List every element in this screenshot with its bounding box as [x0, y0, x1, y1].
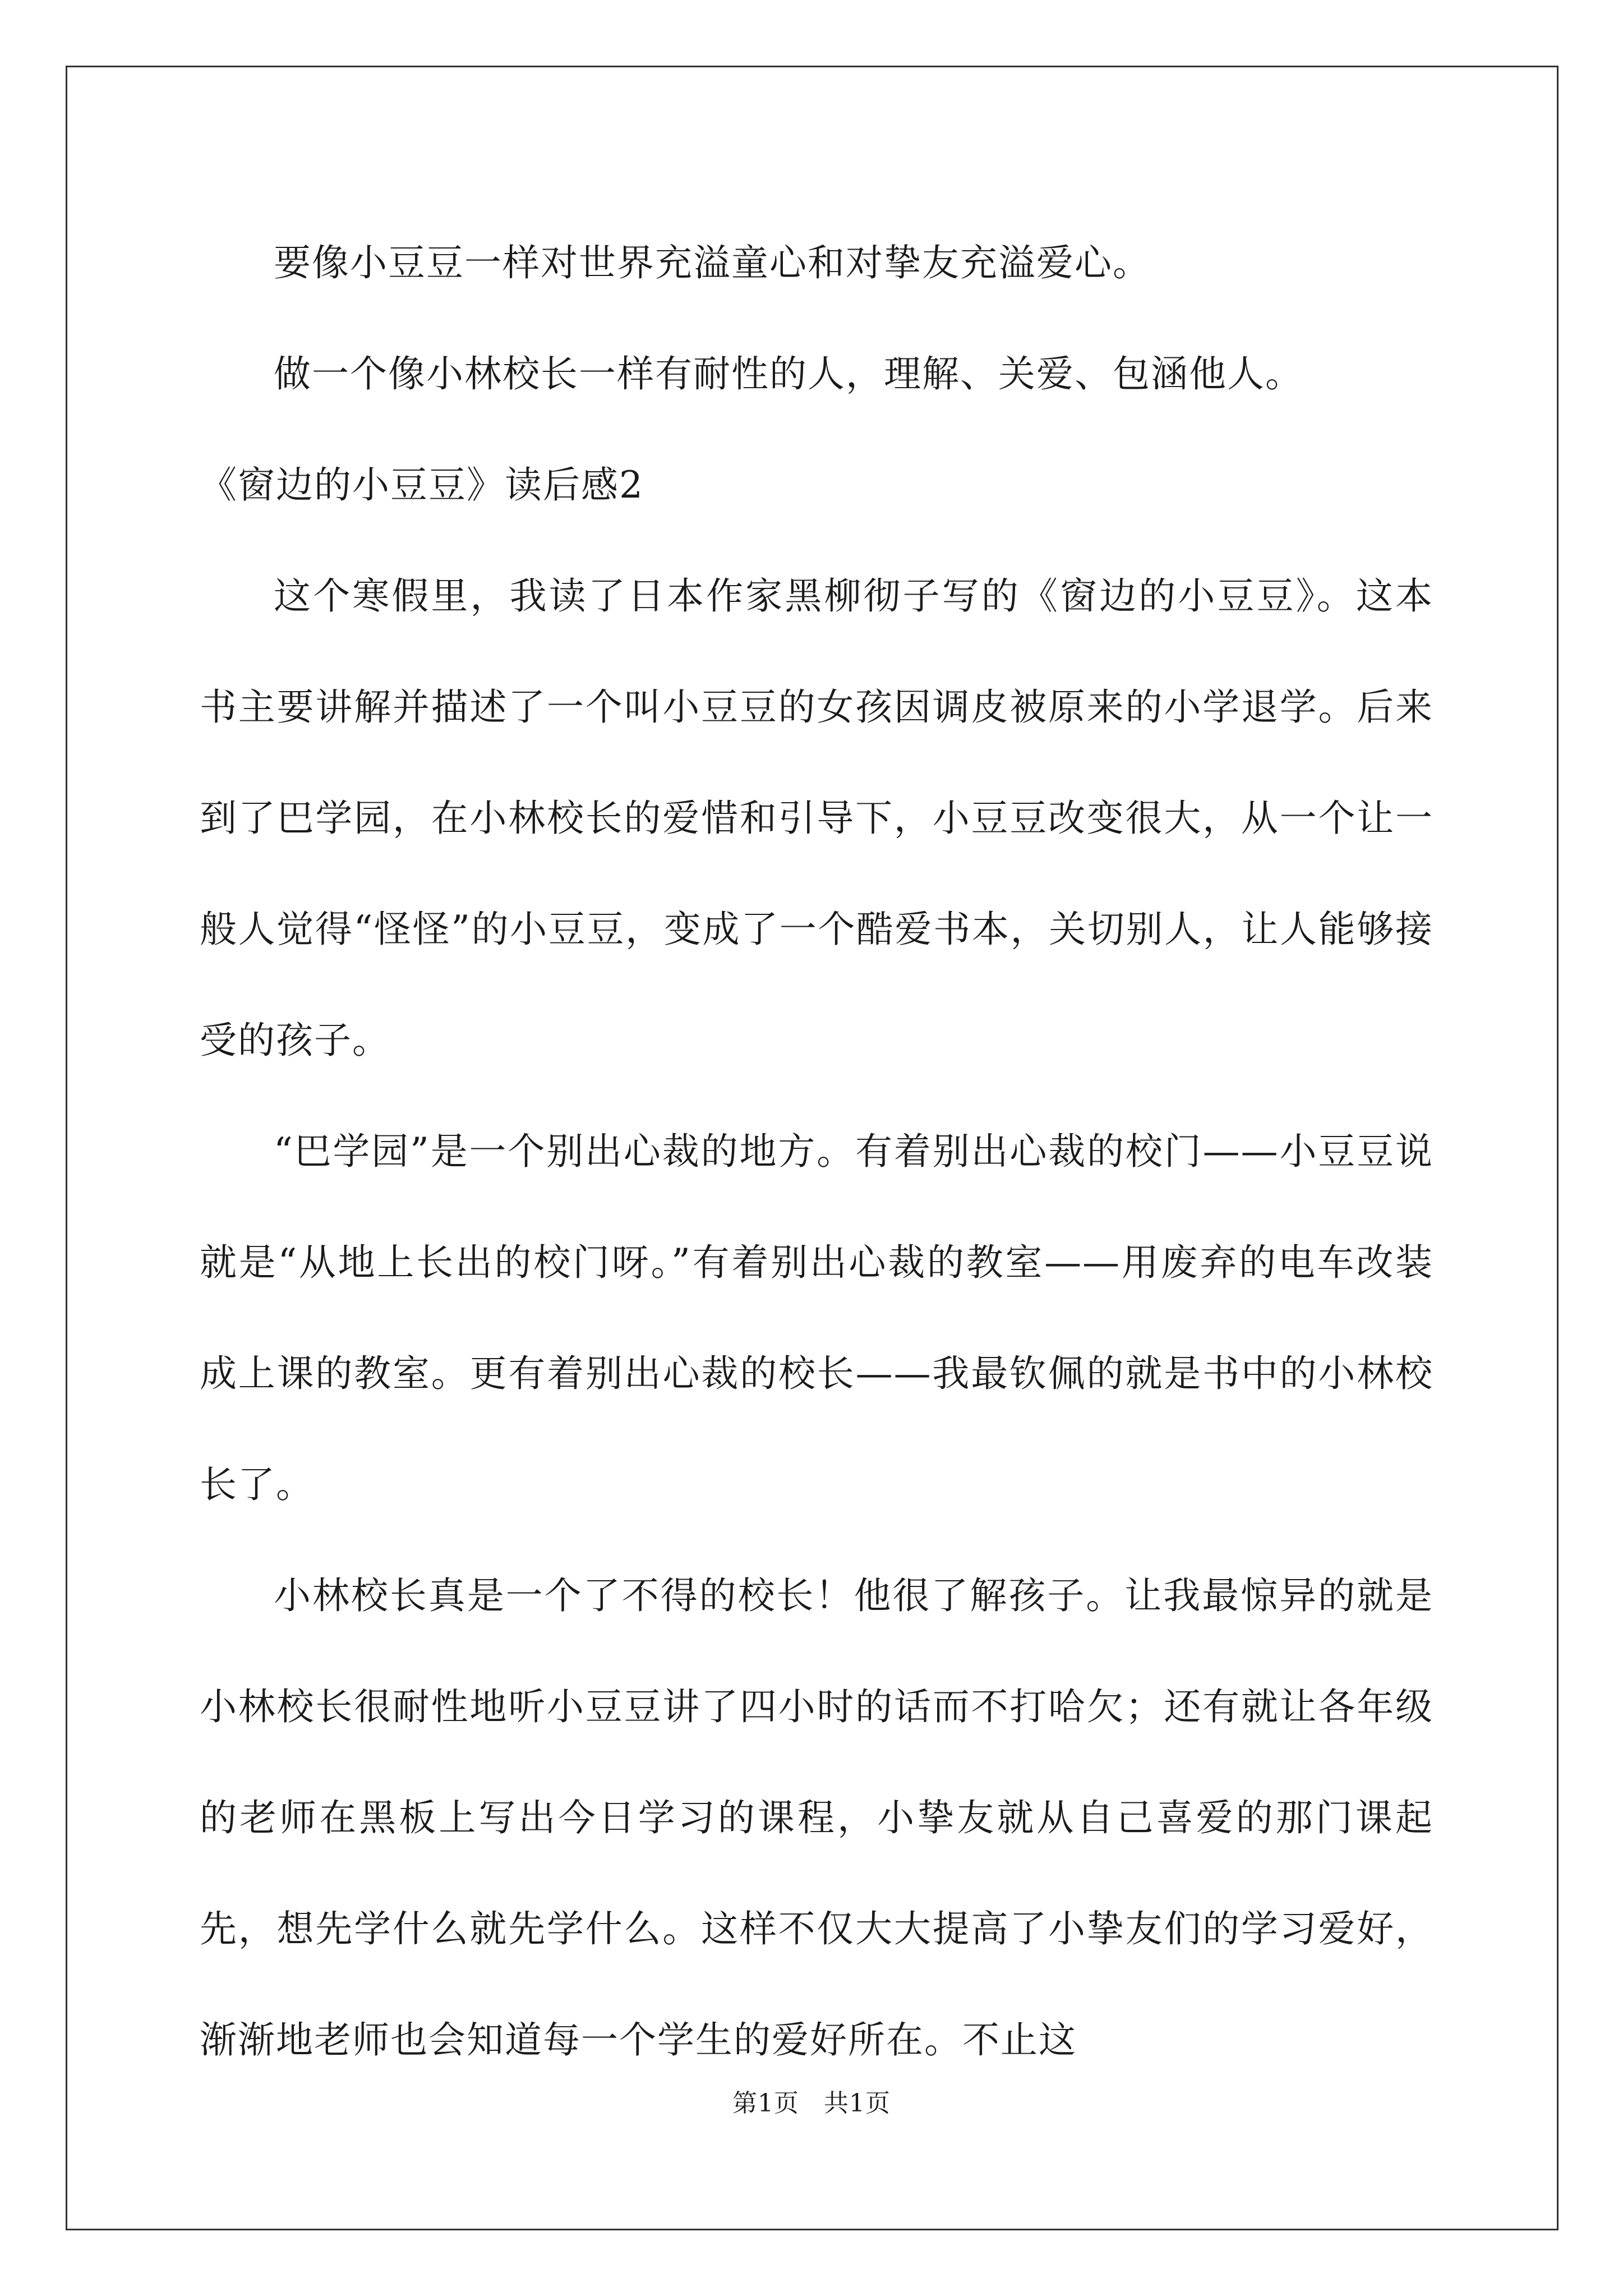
page-total: 共1页 [824, 2089, 891, 2118]
section-heading: 《窗边的小豆豆》读后感2 [200, 463, 644, 507]
page-footer [0, 2087, 1623, 2120]
paragraph: 要像小豆豆一样对世界充溢童心和对挚友充溢爱心。 [274, 241, 1151, 284]
page-number: 第1页 [732, 2089, 799, 2118]
paragraph: 这个寒假里，我读了日本作家黑柳彻子写的《窗边的小豆豆》。这本书主要讲解并描述了一个叫小豆豆的女孩因调皮被原来的小学退学。后来到了巴学园，在小林校长的爱惜和引导下，小豆豆改变很大，从一个让一般人觉得“怪怪”的小豆豆，变成了一个酷爱书本，关切别人，让人能够接受的孩子。 [200, 574, 1433, 1062]
paragraph: 小林校长真是一个了不得的校长！他很了解孩子。让我最惊异的就是小林校长很耐性地听小豆豆讲了四小时的话而不打哈欠；还有就让各年级的老师在黑板上写出今日学习的课程，小挚友就从自己喜爱的那门课起先，想先学什么就先学什么。这样不仅大大提高了小挚友们的学习爱好，渐渐地老师也会知道每一个学生的爱好所在。不止这 [200, 1574, 1433, 2062]
paragraph: 做一个像小林校长一样有耐性的人，理解、关爱、包涵他人。 [274, 352, 1303, 395]
paragraph: “巴学园”是一个别出心裁的地方。有着别出心裁的校门——小豆豆说就是“从地上长出的校门呀。”有着别出心裁的教室——用废弃的电车改装成上课的教室。更有着别出心裁的校长——我最钦佩的就是书中的小林校长了。 [200, 1130, 1433, 1506]
document-body [200, 208, 1433, 2096]
